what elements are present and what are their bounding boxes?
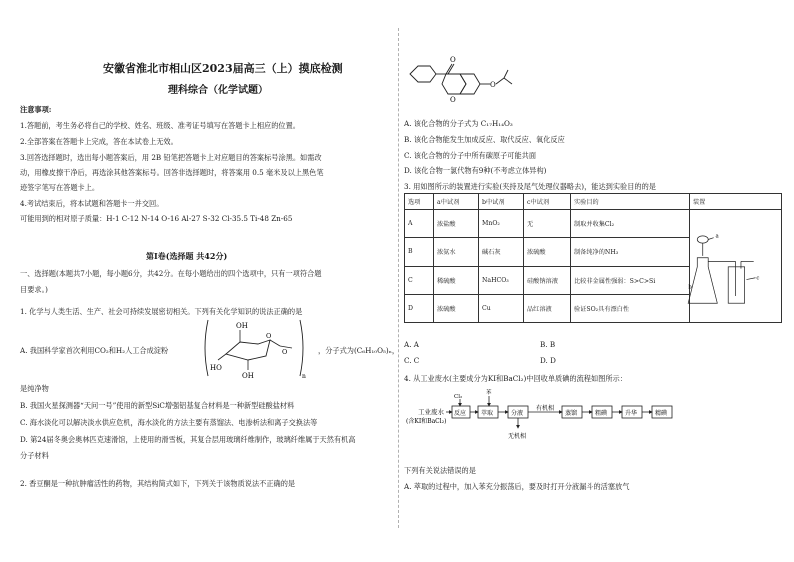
experiment-table	[404, 193, 782, 323]
table-cell: B	[405, 238, 434, 266]
table-cell: 浓硫酸	[524, 238, 571, 266]
inorganic-phase-label: 无机相	[508, 433, 527, 440]
table-cell: C	[405, 266, 434, 294]
notes-heading: 注意事项:	[20, 105, 52, 114]
page-subtitle: 理科综合（化学试题）	[168, 85, 268, 96]
flow-step: 精碘	[655, 410, 668, 417]
q3-stem: 3. 用如图所示的装置进行实验(夹持及尾气处理仪器略去)，能达到实验目的的是	[404, 182, 656, 191]
flow-step: 粗碘	[595, 410, 608, 417]
q2-option-a: A. 该化合物的分子式为 C₁₇H₁₄O₃	[404, 119, 513, 128]
table-header-cell: a中试剂	[434, 194, 479, 210]
source-composition: (含KI和BaCl₂)	[406, 418, 447, 425]
table-cell: 无	[524, 210, 571, 238]
table-cell: 验证SO₂具有漂白性	[571, 294, 690, 322]
column-divider	[398, 28, 399, 528]
q2-option-c: C. 该化合物的分子中所有碳原子可能共面	[404, 151, 537, 160]
table-cell: 稀硫酸	[434, 266, 479, 294]
q2-option-d: D. 该化合物一氯代物有9种(不考虑立体异构)	[404, 166, 547, 175]
q1-option-c: C. 海水淡化可以解决淡水供应危机，海水淡化的方法主要有蒸馏法、电渗析法和离子交换法等	[20, 418, 318, 427]
q3-answer-c: C. C	[404, 356, 420, 365]
q1-option-d: D. 第24届冬奥会奥林匹克速滑馆，上使用的滑雪板，其复合层用玻璃纤维制作，玻璃纤维属于天然有机高	[20, 435, 356, 444]
organic-phase-label: 有机相	[536, 405, 555, 412]
table-cell: 浓氨水	[434, 238, 479, 266]
table-cell: MnO₂	[479, 210, 524, 238]
label-a: a	[715, 233, 719, 240]
table-header-row	[405, 194, 782, 210]
q1-option-d-cont: 分子材料	[20, 451, 49, 460]
q2-option-b: B. 该化合物能发生加成反应、取代反应、氧化反应	[404, 135, 565, 144]
q3-answer-d: D. D	[540, 356, 556, 365]
table-header-cell: 装置	[690, 194, 782, 210]
table-cell: Cu	[479, 294, 524, 322]
note-item: 1.答题前，考生务必将自己的学校、姓名、班级、准考证号填写在答题卡上相应的位置。	[20, 121, 300, 130]
flow-step: 反应	[454, 410, 467, 417]
starch-structure-diagram	[196, 316, 316, 380]
reagent-cl2: Cl₂	[454, 394, 463, 400]
q4-option-a: A. 萃取的过程中，加入苯充分振荡后，要及时打开分液漏斗的活塞放气	[404, 482, 630, 491]
apparatus-cell	[690, 210, 782, 323]
table-cell: 比较非金属性强弱：S>C>Si	[571, 266, 690, 294]
note-item: 3.回答选择题时，选出每小题答案后，用 2B 铅笔把答题卡上对应题目的答案标号涂黑。如需改	[20, 153, 322, 162]
table-cell: NaHCO₃	[479, 266, 524, 294]
source-label: 工业废水	[418, 408, 444, 416]
ether-oxygen-label: O	[490, 81, 496, 89]
label-b: b	[688, 284, 692, 291]
ho-label: HO	[210, 364, 222, 372]
q1-option-a: A. 我国科学家首次利用CO₂和H₂人工合成淀粉	[20, 346, 169, 355]
oh-label: OH	[242, 372, 254, 380]
q1-option-a-cont: 是纯净物	[20, 384, 49, 393]
carbonyl-oxygen-label: O	[450, 56, 456, 64]
note-item: 迹签字笔写在答题卡上。	[20, 183, 100, 192]
q1-stem: 1. 化学与人类生活、生产、社会可持续发展密切相关。下列有关化学知识的说法正确的是	[20, 307, 303, 316]
table-cell: 浓盐酸	[434, 210, 479, 238]
table-cell: 品红溶液	[524, 294, 571, 322]
flow-step: 萃取	[481, 410, 494, 417]
flow-step: 升华	[625, 410, 638, 417]
table-header-cell: 选项	[405, 194, 434, 210]
table-cell: 碱石灰	[479, 238, 524, 266]
table-header-cell: 实验目的	[571, 194, 690, 210]
q1-option-a-formula: ，分子式为(C₆H₁₀O₅)ₙ，	[318, 346, 400, 355]
ring-oxygen-label: O	[450, 96, 456, 104]
section-intro: 一、选择题(本题共7小题，每小题6分，共42分。在每小题给出的四个选项中，只有一项符合题	[20, 269, 322, 278]
q3-answer-b: B. B	[540, 340, 556, 349]
apparatus-diagram	[690, 211, 781, 319]
q4-stem: 4. 从工业废水(主要成分为KI和BaCl₂)中回收单质碘的流程如图所示：	[404, 374, 627, 383]
table-cell: D	[405, 294, 434, 322]
reagent-benzene: 苯	[486, 390, 492, 396]
q1-option-b: B. 我国火星探测器“天问一号”使用的新型SiC增强铝基复合材料是一种新型硅酸盐材料	[20, 401, 295, 410]
flow-step: 分液	[511, 410, 524, 417]
page-title: 安徽省淮北市相山区2023届高三（上）摸底检测	[103, 62, 343, 75]
table-header-cell: b中试剂	[479, 194, 524, 210]
note-item: 2.全部答案在答题卡上完成，答在本试卷上无效。	[20, 137, 178, 146]
note-item: 动，用橡皮擦干净后，再选涂其他答案标号。回答非选择题时，将答案用 0.5 毫米及以上黑色笔	[20, 168, 324, 177]
ring-oxygen-label: O	[266, 332, 272, 340]
link-oxygen-label: O	[282, 348, 288, 356]
table-header-cell: c中试剂	[524, 194, 571, 210]
oh-label: OH	[236, 322, 248, 330]
table-cell: 浓硫酸	[434, 294, 479, 322]
atomic-mass-line: 可能用到的相对原子质量：H-1 C-12 N-14 O-16 Al-27 S-32 Cl-35.5 Ti-48 Zn-65	[20, 214, 293, 223]
table-cell: 制备纯净的NH₃	[571, 238, 690, 266]
table-cell: 制取并收集Cl₂	[571, 210, 690, 238]
q3-answer-a: A. A	[404, 340, 419, 349]
q4-prompt: 下列有关说法错误的是	[404, 466, 476, 475]
table-row	[405, 210, 782, 238]
label-c: c	[756, 275, 760, 282]
compound-structure-diagram	[400, 52, 530, 114]
q2-stem: 2. 香豆酮是一种抗肿瘤活性的药物，其结构简式如下，下列关于该物质说法不正确的是	[20, 479, 296, 488]
section-intro-cont: 目要求。)	[20, 285, 48, 294]
table-cell: A	[405, 210, 434, 238]
table-cell: 硅酸钠溶液	[524, 266, 571, 294]
process-flow-diagram	[404, 388, 690, 448]
flow-step: 蒸馏	[565, 410, 578, 417]
repeat-n-label: n	[302, 373, 306, 380]
section-title: 第Ⅰ卷(选择题 共42分)	[146, 251, 228, 261]
note-item: 4.考试结束后，将本试题和答题卡一并交回。	[20, 199, 164, 208]
